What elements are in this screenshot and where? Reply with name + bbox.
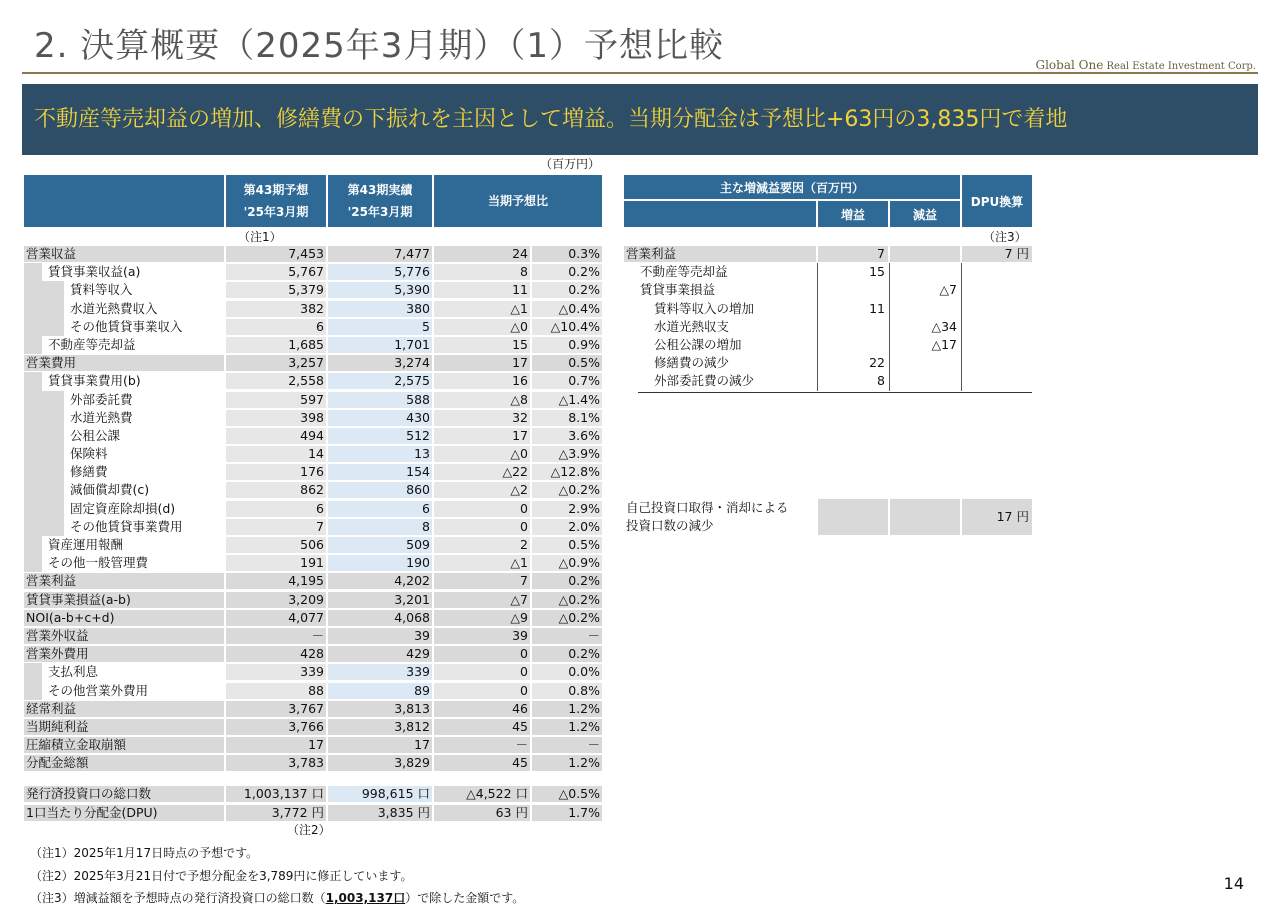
diff-percent: △10.4% xyxy=(532,319,602,335)
factor-row xyxy=(624,263,1032,281)
forecast-value: 1,685 xyxy=(226,337,326,353)
factor-increase: 11 xyxy=(869,300,885,316)
note3-label: （注3） xyxy=(983,230,1027,244)
table-row xyxy=(24,645,602,663)
actual-value: 588 xyxy=(328,392,432,408)
diff-value: 8 xyxy=(434,264,530,280)
row-label: 減価償却費(c) xyxy=(70,482,150,498)
forecast-value: 5,767 xyxy=(226,264,326,280)
forecast-value: 398 xyxy=(226,410,326,426)
factor-label: 不動産等売却益 xyxy=(640,264,728,280)
table-header xyxy=(24,175,602,227)
buyback-label xyxy=(624,499,816,535)
diff-percent: 0.7% xyxy=(532,373,602,389)
header-dpu: DPU換算 xyxy=(962,175,1032,227)
diff-percent: △0.2% xyxy=(532,482,602,498)
row-label: 資産運用報酬 xyxy=(48,537,124,552)
diff-percent: △0.9% xyxy=(532,555,602,571)
forecast-value: 3,209 xyxy=(226,592,326,608)
actual-value: 3,812 xyxy=(328,719,432,735)
diff-percent: 2.0% xyxy=(532,519,602,535)
diff-percent: 0.5% xyxy=(532,355,602,371)
forecast-value: 3,783 xyxy=(226,755,326,771)
summary-banner: 不動産等売却益の増加、修繕費の下振れを主因として増益。当期分配金は予想比+63円の3,835円で着地 xyxy=(22,84,1258,155)
forecast-value: 3,257 xyxy=(226,355,326,371)
factor-label: 賃貸事業損益 xyxy=(640,282,716,298)
forecast-value: 88 xyxy=(226,683,326,699)
diff-percent: 1.7% xyxy=(532,805,602,821)
footnote-3 xyxy=(30,887,524,910)
factor-dpu xyxy=(962,264,1032,280)
factor-dpu xyxy=(962,301,1032,317)
forecast-value: 506 xyxy=(226,537,326,553)
actual-value: 5 xyxy=(328,319,432,335)
forecast-value: 3,767 xyxy=(226,701,326,717)
row-label: 圧縮積立金取崩額 xyxy=(24,737,224,753)
row-label: 不動産等売却益 xyxy=(48,336,136,352)
row-label: 分配金総額 xyxy=(24,755,224,771)
diff-percent: △12.8% xyxy=(532,464,602,480)
forecast-value: 6 xyxy=(226,319,326,335)
factor-dpu xyxy=(962,355,1032,371)
diff-value: 45 xyxy=(434,755,530,771)
header-factor-label xyxy=(624,201,816,227)
table-row xyxy=(24,536,602,554)
header-actual xyxy=(328,175,432,227)
actual-value: 1,701 xyxy=(328,337,432,353)
row-label: その他一般管理費 xyxy=(48,555,149,571)
factor-dpu: 7 円 xyxy=(962,246,1032,262)
factor-dpu xyxy=(962,282,1032,298)
diff-value: 46 xyxy=(434,701,530,717)
actual-value: 3,274 xyxy=(328,355,432,371)
actual-value: 89 xyxy=(328,683,432,699)
header-forecast xyxy=(226,175,326,227)
actual-value: 190 xyxy=(328,555,432,571)
diff-value: 39 xyxy=(434,628,530,644)
actual-value: 860 xyxy=(328,482,432,498)
footnote-3-bold: 1,003,137口 xyxy=(325,891,406,905)
forecast-value: 2,558 xyxy=(226,373,326,389)
actual-value: 3,835 円 xyxy=(328,805,432,821)
diff-percent: 0.3% xyxy=(532,246,602,262)
footnote-1: （注1）2025年1月17日時点の予想です。 xyxy=(30,846,259,860)
factor-increase: 7 xyxy=(818,246,888,262)
factor-decrease: △34 xyxy=(931,318,957,334)
actual-value: 8 xyxy=(328,519,432,535)
table-row xyxy=(24,409,602,427)
row-label: 外部委託費 xyxy=(70,391,133,407)
row-label: 公租公課 xyxy=(70,427,121,443)
diff-value: 16 xyxy=(434,373,530,389)
diff-percent: △0.2% xyxy=(532,610,602,626)
diff-value: △7 xyxy=(434,592,530,608)
table-row xyxy=(24,591,602,609)
row-label: 営業外収益 xyxy=(24,628,224,644)
diff-value: 2 xyxy=(434,537,530,553)
row-label: その他営業外費用 xyxy=(48,682,149,698)
diff-value: 0 xyxy=(434,646,530,662)
actual-value: 998,615 口 xyxy=(328,786,432,802)
diff-percent: 0.2% xyxy=(532,282,602,298)
table-row xyxy=(24,500,602,518)
note1-label: （注1） xyxy=(238,230,282,244)
factor-increase: 22 xyxy=(869,355,885,371)
actual-value: 5,390 xyxy=(328,282,432,298)
unit-note: （百万円） xyxy=(540,157,601,171)
factor-dpu xyxy=(962,319,1032,335)
header-actual-month: '25年3月期 xyxy=(347,205,413,219)
table-row xyxy=(24,336,602,354)
factor-decrease xyxy=(890,373,960,389)
factor-increase: 15 xyxy=(869,264,885,280)
actual-value: 380 xyxy=(328,301,432,317)
forecast-value: 17 xyxy=(226,737,326,753)
row-label: 賃貸事業費用(b) xyxy=(48,373,141,389)
forecast-value: 597 xyxy=(226,392,326,408)
forecast-value: 382 xyxy=(226,301,326,317)
diff-value: △1 xyxy=(434,301,530,317)
actual-value: 429 xyxy=(328,646,432,662)
factor-label: 営業利益 xyxy=(624,246,816,262)
forecast-value: 4,195 xyxy=(226,573,326,589)
diff-value: △0 xyxy=(434,319,530,335)
diff-percent: 0.0% xyxy=(532,664,602,680)
forecast-value: 6 xyxy=(226,501,326,517)
table-row xyxy=(24,785,602,803)
diff-value: △4,522 口 xyxy=(434,786,530,802)
actual-value: 509 xyxy=(328,537,432,553)
forecast-value: － xyxy=(226,628,326,644)
diff-value: △0 xyxy=(434,446,530,462)
forecast-value: 428 xyxy=(226,646,326,662)
diff-value: △8 xyxy=(434,392,530,408)
header-forecast-month: '25年3月期 xyxy=(243,205,309,219)
factor-decrease: △17 xyxy=(931,337,957,352)
title-rule xyxy=(22,72,1258,74)
row-label: 営業収益 xyxy=(24,246,224,262)
forecast-value: 339 xyxy=(226,664,326,680)
forecast-value: 176 xyxy=(226,464,326,480)
table-row xyxy=(24,736,602,754)
row-label: 営業利益 xyxy=(24,573,224,589)
diff-value: △1 xyxy=(434,555,530,571)
diff-value: 15 xyxy=(434,337,530,353)
actual-value: 2,575 xyxy=(328,373,432,389)
footnote-3-pre: （注3）増減益額を予想時点の発行済投資口の総口数（ xyxy=(30,891,326,905)
factor-row xyxy=(624,245,1032,263)
table-body xyxy=(24,245,602,822)
diff-percent: 1.2% xyxy=(532,719,602,735)
table-row xyxy=(24,700,602,718)
factor-decrease xyxy=(890,355,960,371)
table-row xyxy=(24,682,602,700)
forecast-value: 7,453 xyxy=(226,246,326,262)
factor-row xyxy=(624,281,1032,299)
note2-label: （注2） xyxy=(287,823,331,837)
forecast-value: 14 xyxy=(226,446,326,462)
logo-main: Global One xyxy=(1035,58,1104,72)
header-diff: 当期予想比 xyxy=(434,175,602,227)
diff-percent: － xyxy=(532,628,602,644)
table-row xyxy=(24,354,602,372)
row-label: 賃貸事業損益(a-b) xyxy=(24,592,224,608)
row-label: その他賃貸事業費用 xyxy=(70,518,183,534)
row-label: 発行済投資口の総口数 xyxy=(24,786,224,802)
factor-row xyxy=(624,318,1032,336)
actual-value: 7,477 xyxy=(328,246,432,262)
diff-value: 63 円 xyxy=(434,805,530,821)
diff-value: 0 xyxy=(434,519,530,535)
actual-value: 3,829 xyxy=(328,755,432,771)
header-actual-period: 第43期実績 xyxy=(347,183,413,197)
diff-value: 24 xyxy=(434,246,530,262)
row-label: 水道光熱費 xyxy=(70,409,133,425)
table-row xyxy=(24,627,602,645)
table-row xyxy=(24,463,602,481)
row-label: 当期純利益 xyxy=(24,719,224,735)
page-number: 14 xyxy=(1223,874,1244,893)
actual-value: 430 xyxy=(328,410,432,426)
factor-increase: 8 xyxy=(877,373,885,389)
column-divider xyxy=(889,263,890,390)
factor-increase xyxy=(818,319,888,335)
diff-value: 17 xyxy=(434,428,530,444)
diff-value: － xyxy=(434,737,530,753)
actual-value: 4,068 xyxy=(328,610,432,626)
logo xyxy=(1036,58,1257,72)
header-label-cell xyxy=(24,175,224,227)
diff-value: 0 xyxy=(434,664,530,680)
table-row xyxy=(24,518,602,536)
footnote-3-post: ）で除した金額です。 xyxy=(405,891,525,905)
diff-percent: △0.4% xyxy=(532,301,602,317)
factor-label: 修繕費の減少 xyxy=(654,355,730,371)
header-decrease: 減益 xyxy=(890,201,960,227)
table-row xyxy=(24,718,602,736)
table-row xyxy=(24,663,602,681)
actual-value: 3,813 xyxy=(328,701,432,717)
row-label: 支払利息 xyxy=(48,664,99,680)
factor-decrease xyxy=(890,301,960,317)
diff-value: 0 xyxy=(434,683,530,699)
table-row xyxy=(24,481,602,499)
table-row xyxy=(24,281,602,299)
table-row xyxy=(24,372,602,390)
forecast-value: 5,379 xyxy=(226,282,326,298)
footnotes xyxy=(30,842,524,910)
forecast-value: 1,003,137 口 xyxy=(226,786,326,802)
factor-label: 公租公課の増加 xyxy=(654,337,742,352)
factor-increase xyxy=(818,282,888,298)
diff-value: △9 xyxy=(434,610,530,626)
diff-percent: △0.2% xyxy=(532,592,602,608)
page-title: 2. 決算概要（2025年3月期）（1）予想比較 xyxy=(34,26,725,66)
table-row xyxy=(24,391,602,409)
row-label: 賃貸事業収益(a) xyxy=(48,264,141,280)
diff-value: 0 xyxy=(434,501,530,517)
row-label: NOI(a-b+c+d) xyxy=(24,610,224,626)
forecast-value: 494 xyxy=(226,428,326,444)
table-gap xyxy=(24,772,602,785)
actual-value: 154 xyxy=(328,464,432,480)
diff-percent: △0.5% xyxy=(532,786,602,802)
forecast-value: 862 xyxy=(226,482,326,498)
actual-value: 5,776 xyxy=(328,264,432,280)
row-label: 1口当たり分配金(DPU) xyxy=(24,805,224,821)
row-label: その他賃貸事業収入 xyxy=(70,318,183,334)
forecast-value: 191 xyxy=(226,555,326,571)
column-divider xyxy=(961,263,962,390)
factor-decrease: △7 xyxy=(939,282,957,298)
buyback-row xyxy=(624,499,1032,535)
actual-value: 13 xyxy=(328,446,432,462)
diff-value: 11 xyxy=(434,282,530,298)
table-row xyxy=(24,754,602,772)
buyback-label-line2: 投資口数の減少 xyxy=(626,518,714,533)
diff-percent: 0.8% xyxy=(532,683,602,699)
forecast-value: 4,077 xyxy=(226,610,326,626)
table-row xyxy=(24,804,602,822)
factor-decrease xyxy=(890,246,960,262)
table-row xyxy=(24,245,602,263)
table-row xyxy=(24,318,602,336)
diff-percent: 1.2% xyxy=(532,701,602,717)
factor-label: 賃料等収入の増加 xyxy=(654,300,755,316)
forecast-value: 3,766 xyxy=(226,719,326,735)
column-divider xyxy=(817,263,818,390)
diff-percent: 8.1% xyxy=(532,410,602,426)
diff-percent: － xyxy=(532,737,602,753)
actual-value: 512 xyxy=(328,428,432,444)
buyback-dpu: 17 円 xyxy=(962,499,1032,535)
row-label: 水道光熱費収入 xyxy=(70,300,158,316)
actual-value: 339 xyxy=(328,664,432,680)
actual-value: 4,202 xyxy=(328,573,432,589)
diff-percent: △1.4% xyxy=(532,392,602,408)
factor-label: 水道光熱収支 xyxy=(654,318,730,334)
row-label: 経常利益 xyxy=(24,701,224,717)
factor-row xyxy=(624,300,1032,318)
header-increase: 増益 xyxy=(818,201,888,227)
logo-sub: Real Estate Investment Corp. xyxy=(1106,61,1256,72)
factor-row xyxy=(624,372,1032,390)
row-label: 営業外費用 xyxy=(24,646,224,662)
diff-percent: 1.2% xyxy=(532,755,602,771)
factor-row xyxy=(624,354,1032,372)
factor-increase xyxy=(818,337,888,353)
diff-value: △22 xyxy=(434,464,530,480)
row-label: 賃料等収入 xyxy=(70,282,133,298)
table-row xyxy=(24,263,602,281)
diff-value: △2 xyxy=(434,482,530,498)
diff-percent: 0.2% xyxy=(532,646,602,662)
row-label: 保険料 xyxy=(70,446,108,462)
factor-row xyxy=(624,336,1032,354)
factor-dpu xyxy=(962,373,1032,389)
factor-label: 外部委託費の減少 xyxy=(654,373,755,389)
actual-value: 6 xyxy=(328,501,432,517)
factor-dpu xyxy=(962,337,1032,353)
diff-percent: 0.5% xyxy=(532,537,602,553)
diff-value: 7 xyxy=(434,573,530,589)
table-bottom-rule xyxy=(638,392,1032,393)
diff-percent: 2.9% xyxy=(532,501,602,517)
buyback-decrease xyxy=(890,499,960,535)
diff-percent: 0.2% xyxy=(532,264,602,280)
forecast-value: 7 xyxy=(226,519,326,535)
footnote-2: （注2）2025年3月21日付で予想分配金を3,789円に修正しています。 xyxy=(30,868,413,883)
diff-percent: 0.9% xyxy=(532,337,602,353)
table-row xyxy=(24,300,602,318)
actual-value: 17 xyxy=(328,737,432,753)
header-factors: 主な増減益要因（百万円） xyxy=(624,175,960,199)
table-row xyxy=(24,554,602,572)
table-row xyxy=(24,427,602,445)
table-row xyxy=(24,609,602,627)
actual-value: 39 xyxy=(328,628,432,644)
buyback-label-line1: 自己投資口取得・消却による xyxy=(626,500,789,515)
table-row xyxy=(24,572,602,590)
diff-percent: 0.2% xyxy=(532,573,602,589)
diff-percent: 3.6% xyxy=(532,428,602,444)
factor-decrease xyxy=(890,264,960,280)
diff-value: 32 xyxy=(434,410,530,426)
actual-value: 3,201 xyxy=(328,592,432,608)
row-label: 修繕費 xyxy=(70,464,108,480)
table-row xyxy=(24,445,602,463)
forecast-value: 3,772 円 xyxy=(226,805,326,821)
buyback-increase xyxy=(818,499,888,535)
diff-percent: △3.9% xyxy=(532,446,602,462)
row-label: 固定資産除却損(d) xyxy=(70,500,176,516)
header-forecast-period: 第43期予想 xyxy=(243,183,309,197)
row-label: 営業費用 xyxy=(24,355,224,371)
diff-value: 45 xyxy=(434,719,530,735)
diff-value: 17 xyxy=(434,355,530,371)
